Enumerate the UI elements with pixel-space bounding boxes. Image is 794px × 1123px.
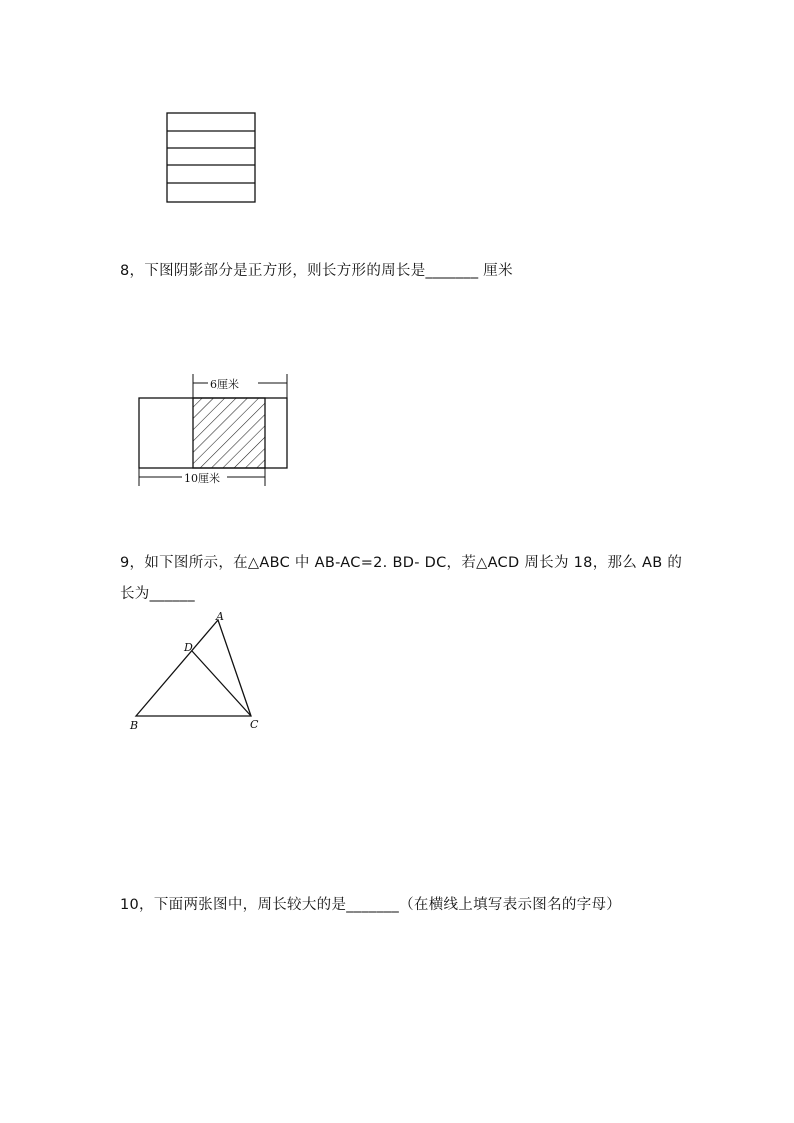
vertex-label-d: D <box>184 641 193 654</box>
dimension-label-bottom: 10厘米 <box>184 472 220 485</box>
question-9-line-1: 9，如下图所示，在△ABC 中 AB-AC=2. BD- DC，若△ACD 周长为 18，那么 AB 的 <box>120 555 683 571</box>
vertex-label-b: B <box>130 719 139 732</box>
dimension-label-top: 6厘米 <box>210 378 239 391</box>
question-8-figure <box>130 368 300 516</box>
vertex-label-c: C <box>250 718 259 731</box>
vertex-label-a: A <box>216 610 224 623</box>
striped-rectangle-figure <box>160 108 264 208</box>
question-10-text: 10，下面两张图中，周长较大的是_______（在横线上填写表示图名的字母） <box>120 897 622 913</box>
question-8-text: 8，下图阴影部分是正方形，则长方形的周长是_______ 厘米 <box>120 263 513 279</box>
question-9-line-2: 长为______ <box>120 586 195 602</box>
question-9-triangle-figure <box>120 608 280 738</box>
